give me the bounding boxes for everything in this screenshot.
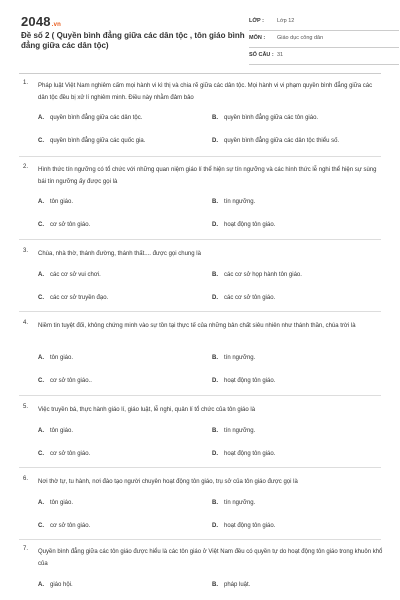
question-number: 2.	[23, 164, 29, 170]
option-b[interactable]: B. tín ngưỡng.	[212, 199, 256, 205]
question-divider	[19, 539, 381, 540]
question-number: 7.	[23, 546, 29, 552]
option-c[interactable]: C. cơ sở tôn giáo.	[38, 451, 91, 457]
question-number: 4.	[23, 320, 29, 326]
question-text: Việc truyền bá, thực hành giáo lí, giáo luật, lễ nghi, quản lí tổ chức của tôn giáo là	[38, 407, 256, 413]
meta-key: LỚP :	[249, 18, 264, 24]
question-divider	[19, 311, 381, 312]
option-d[interactable]: D. quyền bình đẳng giữa các dân tộc thiểu số.	[212, 138, 340, 144]
question-number: 3.	[23, 248, 29, 254]
meta-row-subject	[249, 31, 399, 48]
option-b[interactable]: B. tín ngưỡng.	[212, 500, 256, 506]
option-a[interactable]: A. các cơ sở vui chơi.	[38, 272, 101, 278]
question-number: 6.	[23, 476, 29, 482]
question-divider	[19, 156, 381, 157]
option-a[interactable]: A. tôn giáo.	[38, 428, 74, 434]
site-logo[interactable]	[21, 14, 61, 29]
option-a[interactable]: A. giáo hội.	[38, 582, 73, 588]
logo-main: 2048	[21, 14, 51, 29]
question-divider	[19, 239, 381, 240]
header-divider	[19, 73, 381, 74]
option-b[interactable]: B. tín ngưỡng.	[212, 428, 256, 434]
exam-meta	[249, 14, 399, 65]
question-text: Nơi thờ tự, tu hành, nơi đào tạo người chuyên hoạt động tôn giáo, trụ sở của tôn giáo được gọi là	[38, 479, 298, 485]
meta-value: 31	[277, 52, 284, 58]
option-d[interactable]: D. hoạt động tôn giáo.	[212, 523, 276, 529]
question-text: Pháp luật Việt Nam nghiêm cấm mọi hành vi kì thị và chia rẽ giữa các dân tộc. Mọi hành vi vi phạm quyền bình đẳng giữa các dân tộc đều bị xử lí nghiêm minh. Điều này nhằm đảm bảo	[38, 83, 373, 101]
question-divider	[19, 467, 381, 468]
option-a[interactable]: A. tôn giáo.	[38, 500, 74, 506]
meta-key: MÔN :	[249, 35, 266, 41]
option-c[interactable]: C. cơ sở tôn giáo.	[38, 523, 91, 529]
question-number: 5.	[23, 404, 29, 410]
meta-value: Giáo dục công dân	[277, 35, 324, 41]
meta-row-count	[249, 48, 399, 65]
option-c[interactable]: C. quyền bình đẳng giữa các quốc gia.	[38, 138, 146, 144]
exam-title: Đề số 2 ( Quyền bình đẳng giữa các dân tộc , tôn giáo bình đẳng giữa các dân tộc)	[21, 31, 245, 50]
logo-suffix: .vn	[51, 22, 62, 28]
meta-row-class	[249, 14, 399, 31]
option-c[interactable]: C. các cơ sở truyền đạo.	[38, 295, 109, 301]
option-d[interactable]: D. hoạt động tôn giáo.	[212, 451, 276, 457]
option-b[interactable]: B. quyền bình đẳng giữa các tôn giáo.	[212, 115, 319, 121]
option-b[interactable]: B. tín ngưỡng.	[212, 355, 256, 361]
question-text: Chùa, nhà thờ, thánh đường, thánh thất.... được gọi chung là	[38, 251, 201, 257]
question-text: Quyền bình đẳng giữa các tôn giáo được hiểu là các tôn giáo ở Việt Nam đều có quyền tự do hoạt động tôn giáo trong khuôn khổ của	[38, 549, 383, 567]
question-number: 1.	[23, 80, 29, 86]
option-a[interactable]: A. tôn giáo.	[38, 199, 74, 205]
meta-value: Lớp 12	[277, 18, 295, 24]
question-text: Hình thức tín ngưỡng có tổ chức với những quan niệm giáo lí thể hiện sự tín ngưỡng và các hình thức lễ nghi thể hiện sự sùng bái tín ngưỡng ấy được gọi là	[38, 167, 377, 185]
option-c[interactable]: C. cơ sở tôn giáo..	[38, 378, 92, 384]
option-d[interactable]: D. hoạt động tôn giáo.	[212, 378, 276, 384]
document-header	[21, 14, 381, 64]
option-b[interactable]: B. các cơ sở họp hành tôn giáo.	[212, 272, 302, 278]
option-a[interactable]: A. quyền bình đẳng giữa các dân tộc.	[38, 115, 143, 121]
question-divider	[19, 395, 381, 396]
option-b[interactable]: B. pháp luật.	[212, 582, 251, 588]
meta-key: SỐ CÂU :	[249, 52, 274, 58]
option-d[interactable]: D. hoạt động tôn giáo.	[212, 222, 276, 228]
option-a[interactable]: A. tôn giáo.	[38, 355, 74, 361]
question-text: Niềm tin tuyệt đối, không chứng minh vào sự tồn tại thực tế của những bản chất siêu nhiên như thánh thần, chúa trời là	[38, 323, 356, 329]
option-c[interactable]: C. cơ sở tôn giáo.	[38, 222, 91, 228]
option-d[interactable]: D. các cơ sở tôn giáo.	[212, 295, 276, 301]
